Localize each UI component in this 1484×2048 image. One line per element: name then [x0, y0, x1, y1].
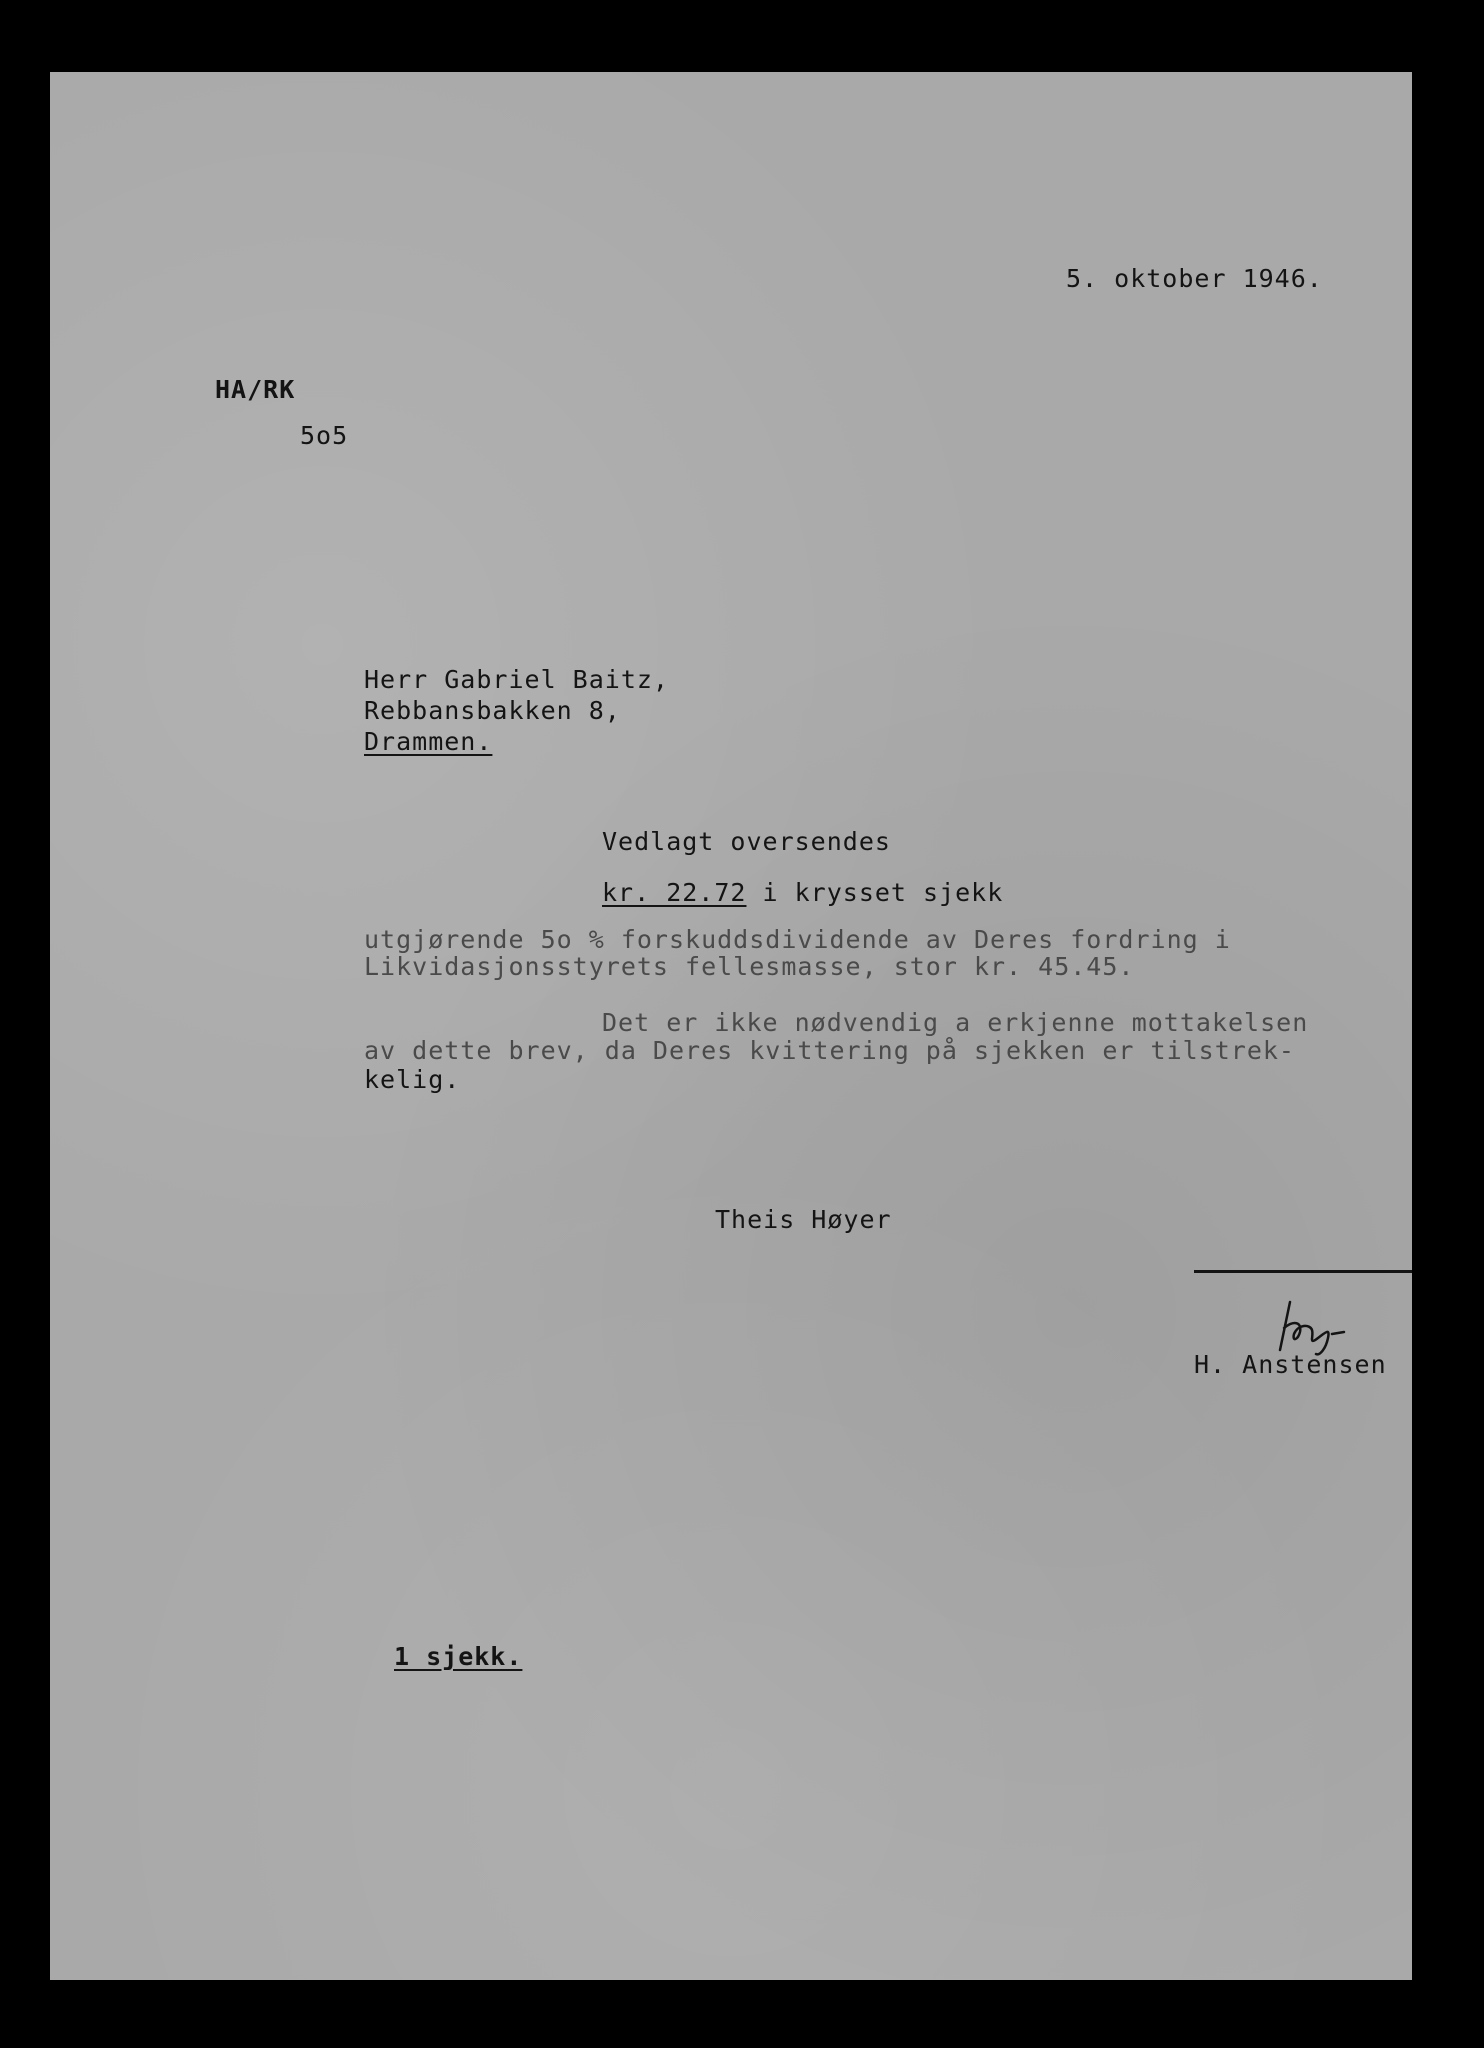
handwritten-signature: [1272, 1298, 1362, 1358]
body-line-5: Det er ikke nødvendig a erkjenne mottakelsen: [602, 1008, 1309, 1037]
body-line-amount: [602, 878, 1003, 908]
payment-amount: kr. 22.72: [602, 878, 747, 907]
body-line-3: utgjørende 5o % forskuddsdividende av Deres fordring i: [364, 925, 1231, 954]
body-line-amount-rest: i krysset sjekk: [746, 878, 1004, 907]
letter-date: 5. oktober 1946.: [1066, 264, 1323, 293]
body-line-7: kelig.: [364, 1065, 461, 1094]
body-line-6: av dette brev, da Deres kvittering på sjekken er tilstrek-: [364, 1036, 1295, 1065]
reference-code: HA/RK: [215, 375, 296, 404]
letter-page: [50, 72, 1412, 1980]
signatory-name: H. Anstensen: [1194, 1350, 1387, 1379]
enclosure-note: 1 sjekk.: [394, 1642, 523, 1671]
recipient-city: Drammen.: [364, 727, 493, 756]
recipient-name: Herr Gabriel Baitz,: [364, 665, 669, 694]
reference-number: 5o5: [300, 421, 349, 450]
sender-name: Theis Høyer: [715, 1205, 892, 1234]
recipient-street: Rebbansbakken 8,: [364, 696, 621, 725]
body-line-4: Likvidasjonsstyrets fellesmasse, stor kr. 45.45.: [364, 952, 1135, 981]
signature-line: [1194, 1270, 1412, 1273]
body-line-intro: Vedlagt oversendes: [602, 827, 891, 856]
